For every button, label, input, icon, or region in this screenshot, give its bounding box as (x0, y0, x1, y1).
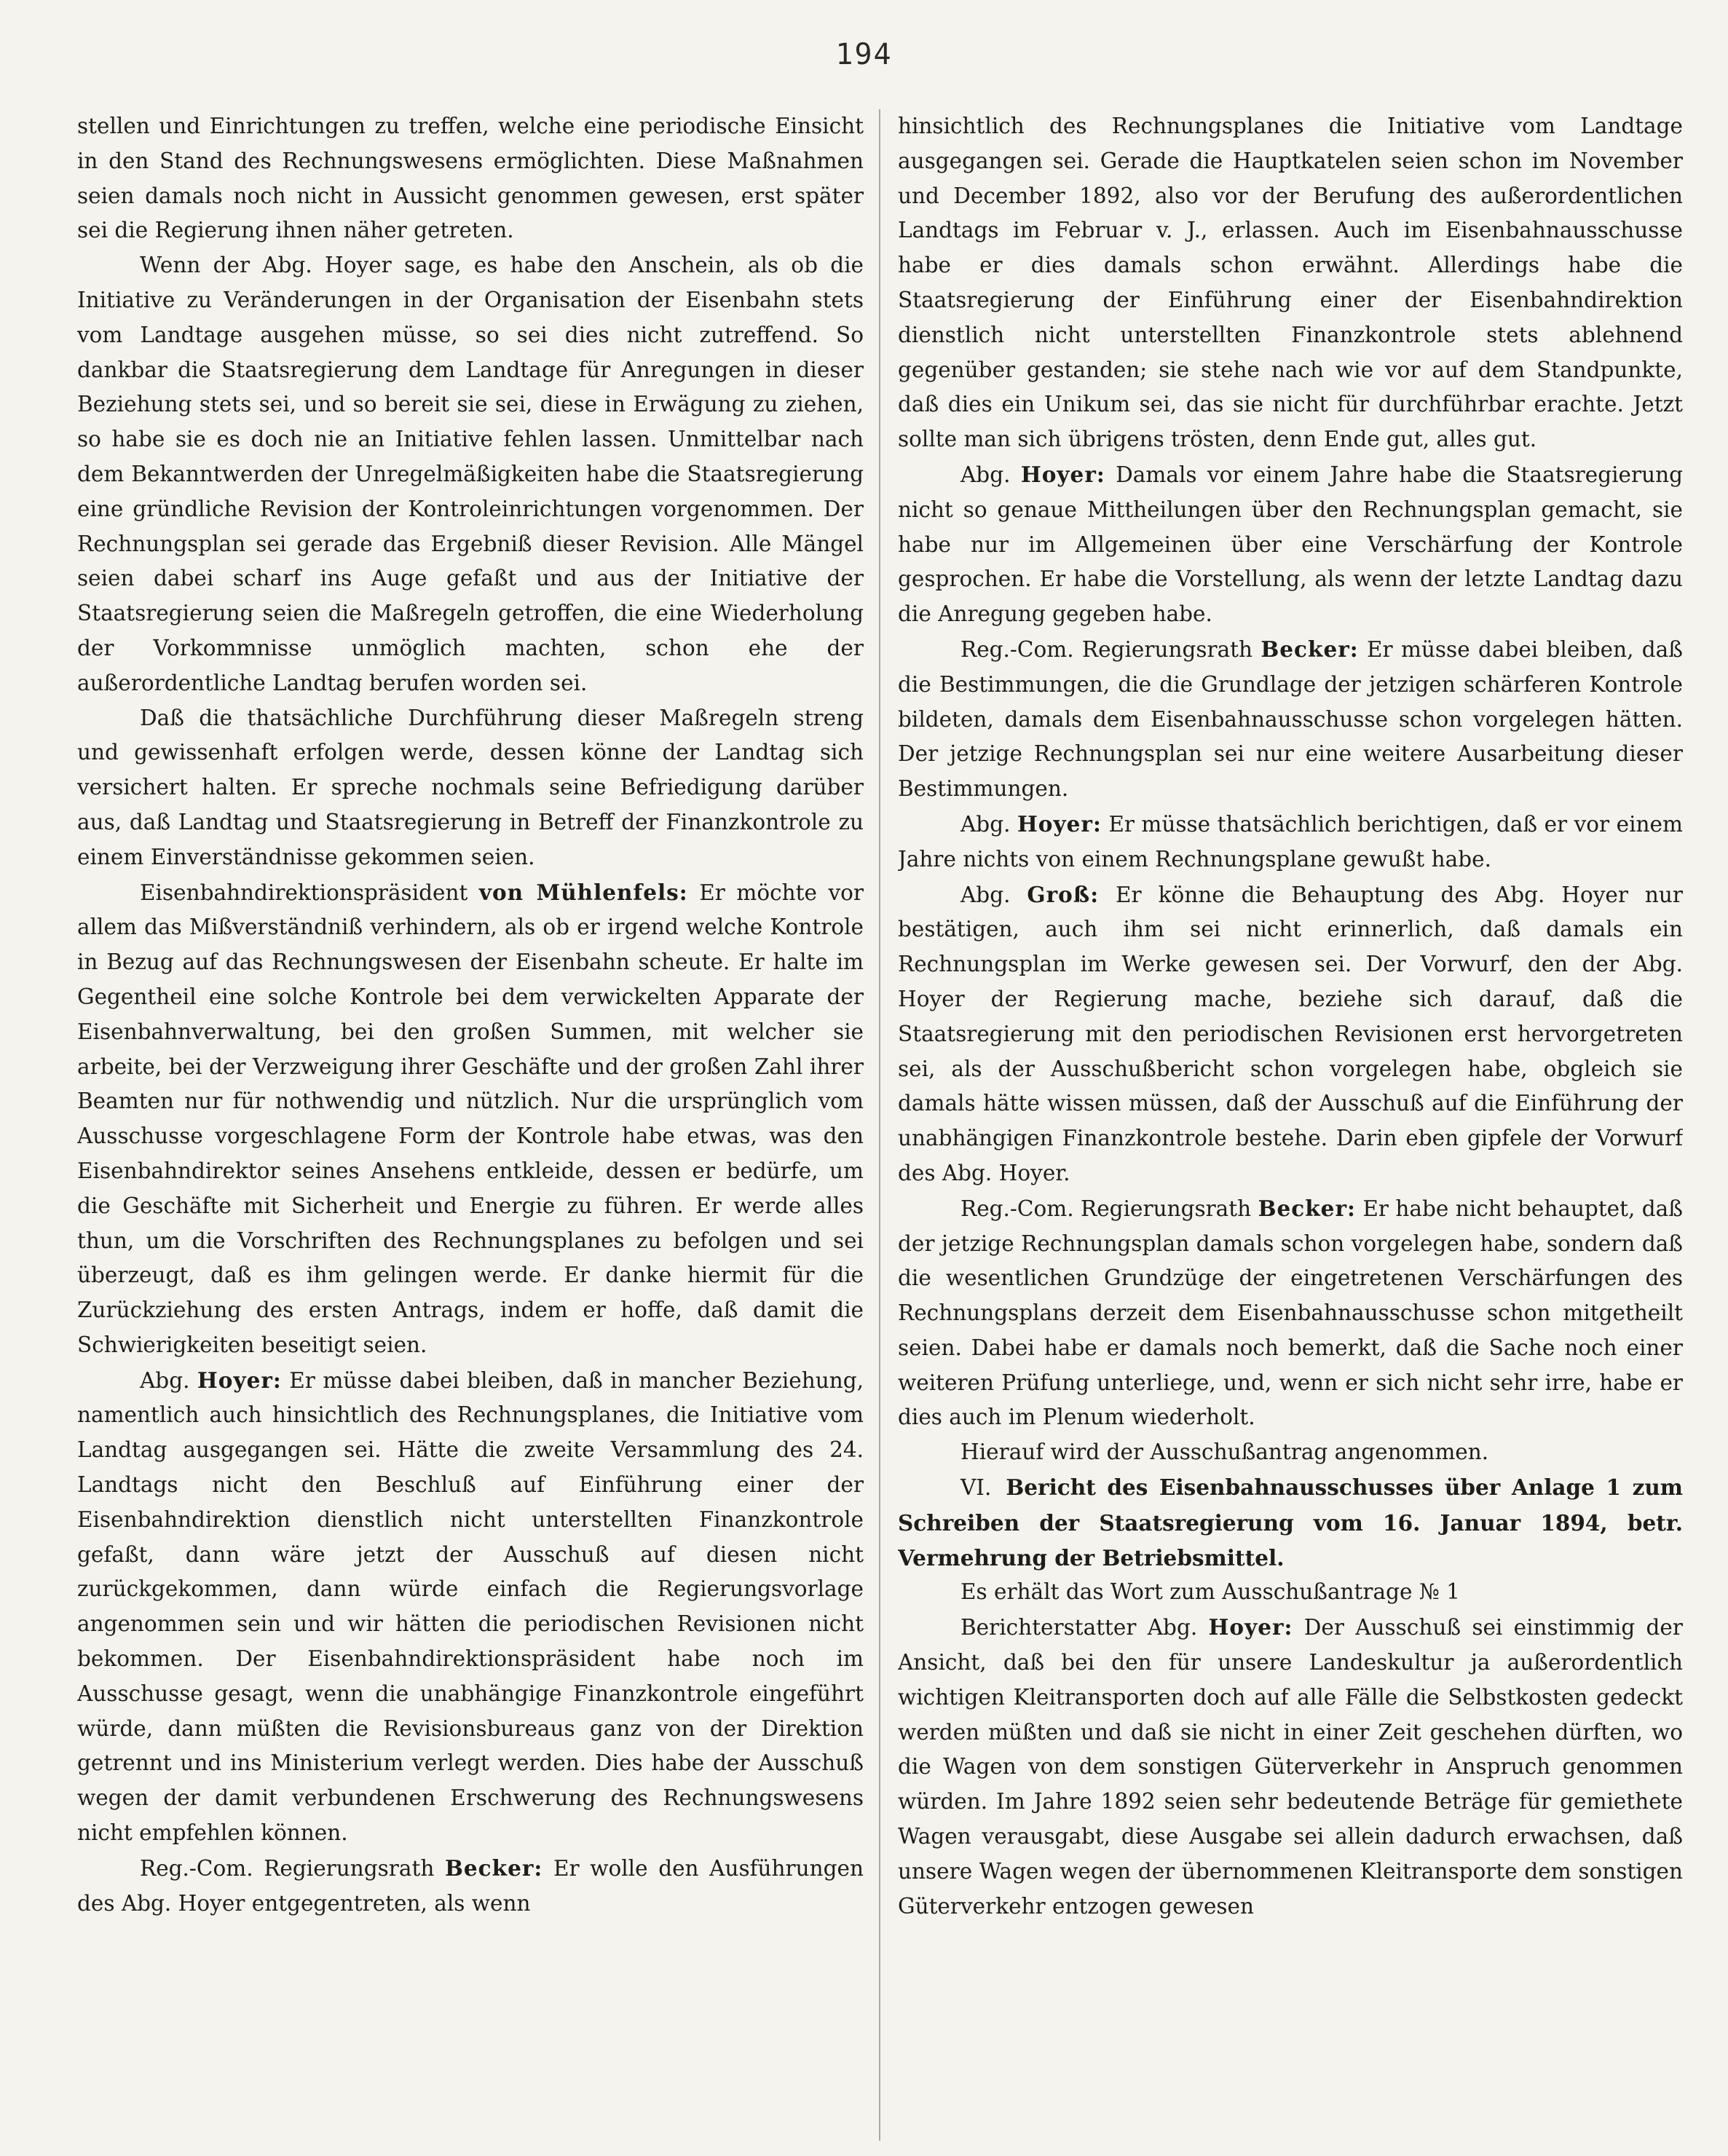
speaker-title: Abg. (960, 462, 1011, 487)
speech-paragraph (77, 875, 864, 1363)
speaker-title: Berichterstatter Abg. (960, 1615, 1198, 1640)
paragraph: Es erhält das Wort zum Ausschußantrage № 1 (960, 1579, 1460, 1605)
speech-text: Damals vor einem Jahre habe die Staatsregierung nicht so genaue Mittheilungen über den Rechnungsplan gemacht, sie habe nur im Allgemeinen über eine Verschärfung der Kontrole gesprochen. Er habe die Vorstellung, als wenn der letzte Landtag dazu die Anregung gegeben habe. (898, 462, 1683, 627)
speaker-title: Reg.-Com. Regierungsrath (140, 1855, 435, 1881)
speaker-name: Hoyer: (1017, 810, 1102, 837)
speech-paragraph (77, 1363, 864, 1851)
section-heading (898, 1470, 1683, 1575)
speaker-name: Groß: (1027, 881, 1100, 907)
paragraph: Daß die thatsächliche Durchführung dieser Maßregeln streng und gewissenhaft erfolgen werde, dessen könne der Landtag sich versichert halten. Er spreche nochmals seine Befriedigung darüber aus, daß Landtag und Staatsregierung in Betreff der Finanzkontrole zu einem Einverständnisse gekommen seien. (77, 705, 864, 869)
speaker-title: Reg.-Com. Regierungsrath (960, 1196, 1252, 1221)
speech-paragraph (898, 1610, 1683, 1924)
section-title: Bericht des Eisenbahnausschusses über Anlage 1 zum Schreiben der Staatsregierung vom 16. Januar 1894, betr. Vermehrung der Betriebsmittel. (898, 1474, 1683, 1571)
speech-paragraph (898, 807, 1683, 877)
speech-text: Er habe nicht behauptet, daß der jetzige Rechnungsplan damals schon vorgelegen habe, sondern daß die wesentlichen Grundzüge der eingetretenen Verschärfungen des Rechnungsplans derzeit dem Eisenbahnausschusse schon mitgetheilt seien. Dabei habe er damals noch bemerkt, daß die Sache noch einer weiteren Prüfung unterliege, und, wenn er sich nicht sehr irre, habe er dies auch im Plenum wiederholt. (898, 1196, 1683, 1430)
paragraph: hinsichtlich des Rechnungsplanes die Initiative vom Landtage ausgegangen sei. Gerade die Hauptkatelen seien schon im November und December 1892, also vor der Berufung des außerordentlichen Landtags im Februar v. J., erlassen. Auch im Eisenbahnausschusse habe er dies damals schon erwähnt. Allerdings habe die Staatsregierung der Einführung einer der Eisenbahndirektion dienstlich nicht unterstellten Finanzkontrole stets ablehnend gegenüber gestanden; sie stehe nach wie vor auf dem Standpunkte, daß dies ein Unikum sei, das sie nicht für durchführbar erachte. Jetzt sollte man sich übrigens trösten, denn Ende gut, alles gut. (898, 114, 1683, 452)
left-column (77, 109, 864, 2141)
speech-text: Er müsse dabei bleiben, daß die Bestimmungen, die die Grundlage der jetzigen schärferen Kontrole bildeten, damals dem Eisenbahnausschusse schon vorgelegen hätten. Der jetzige Rechnungsplan sei nur eine weitere Ausarbeitung dieser Bestimmungen. (898, 636, 1683, 802)
speaker-name: Hoyer: (1208, 1614, 1293, 1640)
section-number: VI. (960, 1475, 992, 1501)
speech-paragraph (77, 1851, 864, 1922)
speaker-title: Abg. (960, 811, 1011, 837)
speech-paragraph (898, 1191, 1683, 1436)
speech-text: Er könne die Behauptung des Abg. Hoyer nur bestätigen, auch ihm sei nicht erinnerlich, daß damals ein Rechnungsplan im Werke gewesen sei. Der Vorwurf, den der Abg. Hoyer der Regierung mache, beziehe sich darauf, daß die Staatsregierung mit den periodischen Revisionen erst hervorgetreten sei, als der Ausschußbericht schon vorgelegen habe, obgleich sie damals hätte wissen müssen, daß der Ausschuß auf die Einführung der unabhängigen Finanzkontrole bestehe. Darin eben gipfele der Vorwurf des Abg. Hoyer. (898, 882, 1683, 1185)
speaker-title: Reg.-Com. Regierungsrath (960, 636, 1253, 662)
speaker-name: Becker: (1261, 636, 1359, 662)
speaker-name: von Mühlenfels: (478, 879, 688, 905)
speech-paragraph (898, 877, 1683, 1191)
page-number: 194 (835, 38, 893, 71)
column-divider (879, 109, 880, 2141)
speech-paragraph (898, 457, 1683, 632)
speaker-name: Becker: (1258, 1195, 1356, 1221)
paragraph: Hierauf wird der Ausschußantrag angenommen. (960, 1440, 1489, 1465)
paragraph: Wenn der Abg. Hoyer sage, es habe den Anschein, als ob die Initiative zu Veränderungen in der Organisation der Eisenbahn stets vom Landtage ausgehen müsse, so sei dies nicht zutreffend. So dankbar die Staatsregierung dem Landtage für Anregungen in dieser Beziehung stets sei, und so bereit sie sei, diese in Erwägung zu ziehen, so habe sie es doch nie an Initiative fehlen lassen. Unmittelbar nach dem Bekanntwerden der Unregelmäßigkeiten habe die Staatsregierung eine gründliche Revision der Kontroleinrichtungen vorgenommen. Der Rechnungsplan sei gerade das Ergebniß dieser Revision. Alle Mängel seien dabei scharf ins Auge gefaßt und aus der Initiative der Staatsregierung seien die Maßregeln getroffen, die eine Wiederholung der Vorkommnisse unmöglich machten, schon ehe der außerordentliche Landtag berufen worden sei. (77, 253, 864, 695)
speech-paragraph (898, 632, 1683, 807)
speech-text: Er wolle den Ausführungen des Abg. Hoyer entgegentreten, als wenn (77, 1855, 864, 1916)
speech-text: Er möchte vor allem das Mißverständniß verhindern, als ob er irgend welche Kontrole in Bezug auf das Rechnungswesen der Eisenbahn scheute. Er halte im Gegentheil eine solche Kontrole bei dem verwickelten Apparate der Eisenbahnverwaltung, bei den großen Summen, mit welcher sie arbeite, bei der Verzweigung ihrer Geschäfte und der großen Zahl ihrer Beamten nur für nothwendig und nützlich. Nur die ursprünglich vom Ausschusse vorgeschlagene Form der Kontrole habe etwas, was den Eisenbahndirektor seines Ansehens entkleide, dessen er bedürfe, um die Geschäfte mit Sicherheit und Energie zu führen. Er werde alles thun, um die Vorschriften des Rechnungsplanes zu befolgen und sei überzeugt, daß es ihm gelingen werde. Er danke hiermit für die Zurückziehung des ersten Antrags, indem er hoffe, daß damit die Schwierigkeiten beseitigt seien. (77, 880, 864, 1357)
paragraph: stellen und Einrichtungen zu treffen, welche eine periodische Einsicht in den Stand des Rechnungswesens ermöglichten. Diese Maßnahmen seien damals noch nicht in Aussicht genommen gewesen, erst später sei die Regierung ihnen näher getreten. (77, 114, 864, 243)
speaker-title: Abg. (960, 882, 1011, 907)
speech-text: Er müsse dabei bleiben, daß in mancher Beziehung, namentlich auch hinsichtlich des Rechnungsplanes, die Initiative vom Landtag ausgegangen sei. Hätte die zweite Versammlung des 24. Landtags nicht den Beschluß auf Einführung einer der Eisenbahndirektion dienstlich nicht unterstellten Finanzkontrole gefaßt, dann wäre jetzt der Ausschuß auf diesen nicht zurückgekommen, dann würde einfach die Regierungsvorlage angenommen sein und wir hätten die periodischen Revisionen nicht bekommen. Der Eisenbahndirektionspräsident habe noch im Ausschusse gesagt, wenn die unabhängige Finanzkontrole eingeführt würde, dann müßten die Revisionsbureaus ganz von der Direktion getrennt und ins Ministerium verlegt werden. Dies habe der Ausschuß wegen der damit verbundenen Erschwerung des Rechnungswesens nicht empfehlen können. (77, 1367, 864, 1846)
speech-text: Der Ausschuß sei einstimmig der Ansicht, daß bei den für unsere Landeskultur ja außerordentlich wichtigen Kleitransporten doch auf alle Fälle die Selbstkosten gedeckt werden müßten und daß sie nicht in einer Zeit geschehen dürften, wo die Wagen von dem sonstigen Güterverkehr in Anspruch genommen würden. Im Jahre 1892 seien sehr bedeutende Beträge für gemiethete Wagen verausgabt, diese Ausgabe sei allein dadurch erwachsen, daß unsere Wagen wegen der übernommenen Kleitransporte dem sonstigen Güterverkehr entzogen gewesen (898, 1615, 1683, 1919)
speaker-name: Hoyer: (1020, 461, 1105, 487)
speech-text: Er müsse thatsächlich berichtigen, daß er vor einem Jahre nichts von einem Rechnungsplane gewußt habe. (898, 811, 1683, 872)
speaker-title: Eisenbahndirektionspräsident (140, 880, 468, 905)
speaker-name: Hoyer: (197, 1367, 282, 1393)
right-column (898, 109, 1683, 2141)
speaker-name: Becker: (444, 1855, 543, 1881)
speaker-title: Abg. (140, 1367, 190, 1393)
